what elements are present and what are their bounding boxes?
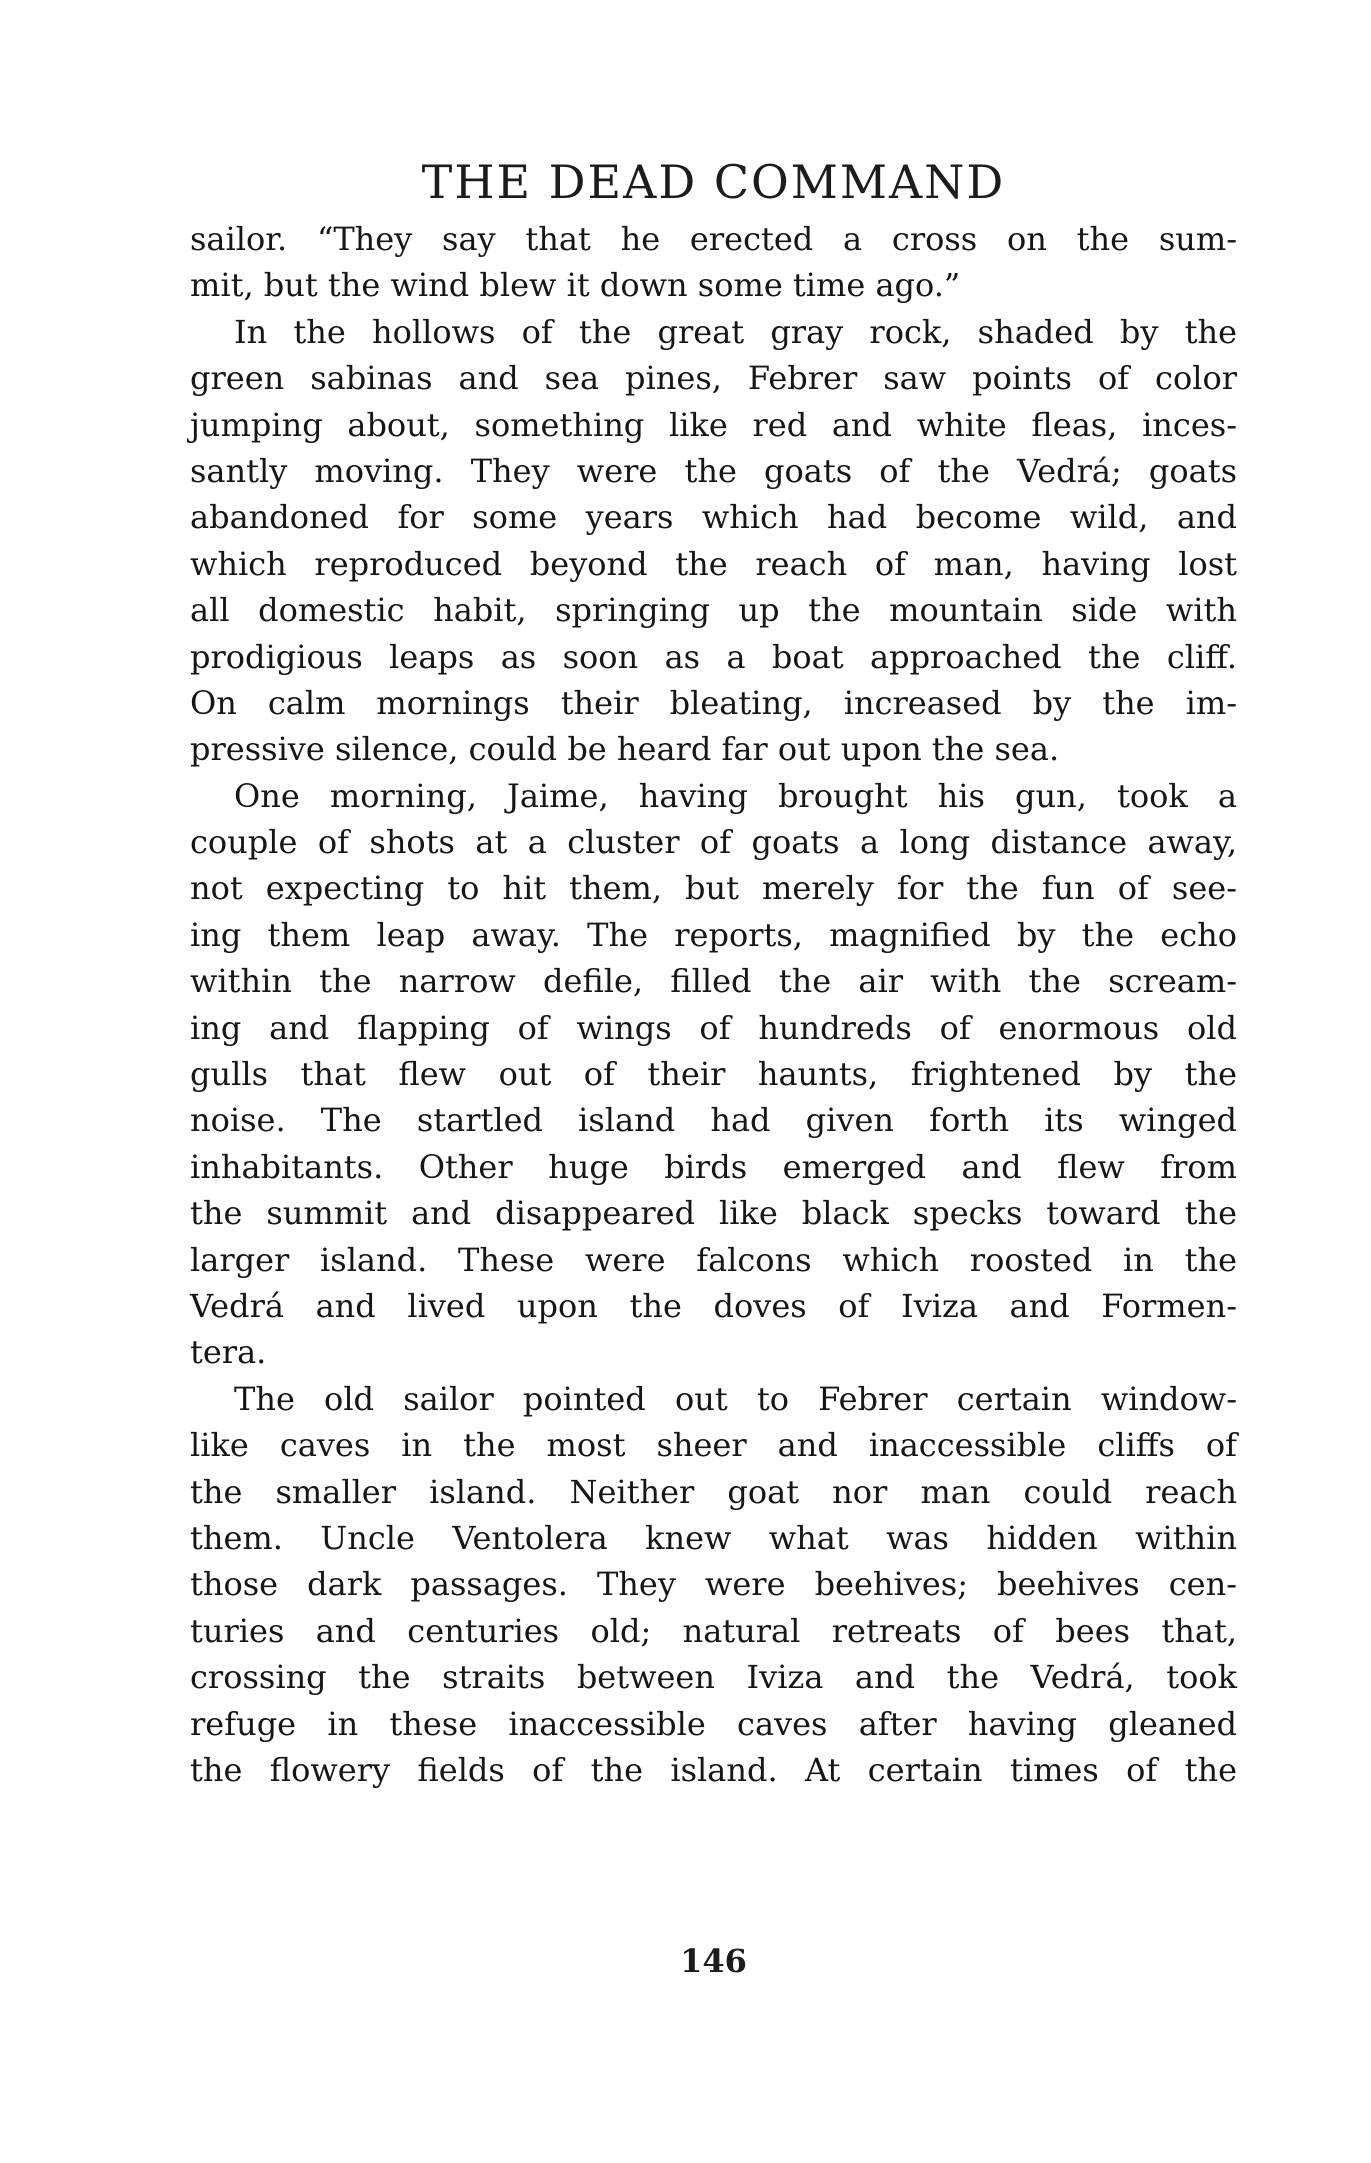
text-line: The old sailor pointed out to Febrer certain window-: [234, 1379, 1237, 1418]
text-line: abandoned for some years which had become wild, and: [190, 498, 1237, 537]
text-line: jumping about, something like red and white fleas, inces-: [190, 405, 1237, 444]
text-line: the summit and disappeared like black specks toward the: [190, 1194, 1237, 1233]
text-line: inhabitants. Other huge birds emerged and flew from: [190, 1147, 1237, 1186]
text-line: all domestic habit, springing up the mountain side with: [190, 591, 1237, 630]
body-text: [190, 216, 1237, 1793]
text-line: crossing the straits between Iviza and the Vedrá, took: [190, 1658, 1237, 1697]
text-line: larger island. These were falcons which roosted in the: [190, 1240, 1237, 1279]
text-line: sailor. “They say that he erected a cross on the sum-: [190, 220, 1237, 258]
text-line: the flowery fields of the island. At certain times of the: [190, 1750, 1237, 1789]
text-line: Vedrá and lived upon the doves of Iviza and Formen-: [190, 1286, 1237, 1325]
text-line: santly moving. They were the goats of the Vedrá; goats: [190, 451, 1237, 490]
text-line: tera.: [190, 1333, 267, 1372]
text-line: One morning, Jaime, having brought his gun, took a: [234, 776, 1237, 815]
text-line: turies and centuries old; natural retreats of bees that,: [190, 1611, 1237, 1650]
text-line: ing them leap away. The reports, magnified by the echo: [190, 915, 1237, 954]
running-head: THE DEAD COMMAND: [421, 155, 1006, 209]
text-line: prodigious leaps as soon as a boat approached the cliff.: [190, 637, 1237, 676]
text-line: ing and flapping of wings of hundreds of enormous old: [190, 1008, 1237, 1047]
text-line: mit, but the wind blew it down some time ago.”: [190, 266, 961, 305]
text-line: noise. The startled island had given forth its winged: [190, 1101, 1237, 1140]
text-line: couple of shots at a cluster of goats a long distance away,: [190, 823, 1237, 862]
text-line: In the hollows of the great gray rock, shaded by the: [234, 312, 1237, 351]
text-line: like caves in the most sheer and inaccessible cliffs of: [190, 1426, 1237, 1465]
text-line: On calm mornings their bleating, increased by the im-: [190, 683, 1237, 722]
text-line: pressive silence, could be heard far out upon the sea.: [190, 730, 1060, 769]
text-line: not expecting to hit them, but merely for the fun of see-: [190, 869, 1237, 908]
text-line: green sabinas and sea pines, Febrer saw points of color: [190, 359, 1237, 398]
text-line: which reproduced beyond the reach of man, having lost: [190, 544, 1237, 583]
text-line: refuge in these inaccessible caves after having gleaned: [190, 1704, 1237, 1743]
text-line: those dark passages. They were beehives; beehives cen-: [190, 1565, 1237, 1604]
text-line: them. Uncle Ventolera knew what was hidden within: [190, 1518, 1237, 1557]
text-line: gulls that flew out of their haunts, frightened by the: [190, 1055, 1237, 1094]
text-line: the smaller island. Neither goat nor man could reach: [190, 1472, 1237, 1511]
text-line: within the narrow defile, filled the air with the scream-: [190, 962, 1237, 1001]
page-number: 146: [680, 1942, 747, 1980]
